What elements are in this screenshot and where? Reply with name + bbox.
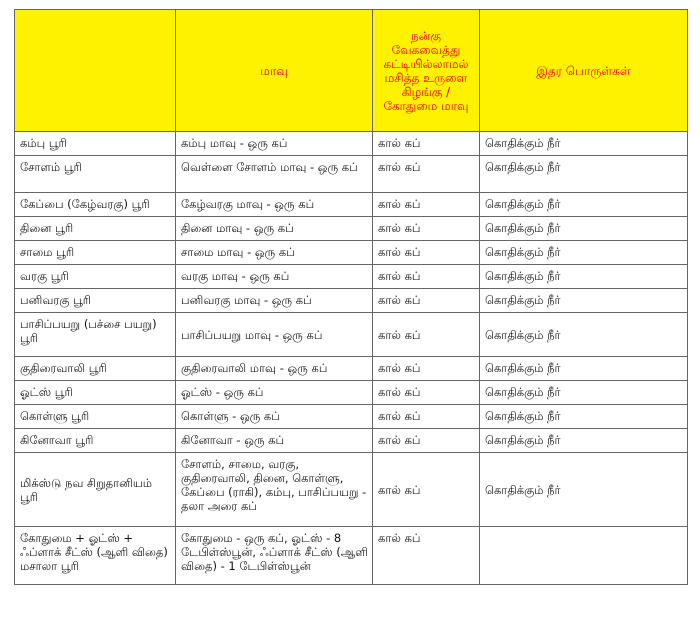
row-other: கொதிக்கும் நீர்	[480, 193, 688, 217]
row-other: கொதிக்கும் நீர்	[480, 289, 688, 313]
header-other-ingredients: இதர பொருள்கள்	[480, 10, 688, 132]
table-row	[15, 313, 688, 357]
row-name: வரகு பூரி	[15, 265, 176, 289]
row-flour: பாசிப்பயறு மாவு - ஒரு கப்	[176, 313, 373, 357]
table-row	[15, 193, 688, 217]
row-qty: கால் கப்	[373, 156, 480, 193]
row-flour: வரகு மாவு - ஒரு கப்	[176, 265, 373, 289]
row-other: கொதிக்கும் நீர்	[480, 241, 688, 265]
row-qty: கால் கப்	[373, 357, 480, 381]
row-name: பனிவரகு பூரி	[15, 289, 176, 313]
table-row	[15, 381, 688, 405]
row-flour: தினை மாவு - ஒரு கப்	[176, 217, 373, 241]
header-potato-wheat: நன்கு வேகவைத்து கட்டியில்லாமல் மசித்த உருளை கிழங்கு / கோதுமை மாவு	[373, 10, 480, 132]
row-qty: கால் கப்	[373, 241, 480, 265]
row-qty: கால் கப்	[373, 405, 480, 429]
header-flour: மாவு	[176, 10, 373, 132]
row-other: கொதிக்கும் நீர்	[480, 429, 688, 453]
row-name: சோளம் பூரி	[15, 156, 176, 193]
row-qty: கால் கப்	[373, 217, 480, 241]
row-other: கொதிக்கும் நீர்	[480, 217, 688, 241]
row-flour: கோதுமை - ஒரு கப், ஓட்ஸ் - 8 டேபிள்ஸ்பூன், ஃப்ளாக் சீட்ஸ் (ஆளி விதை) - 1 டேபிள்ஸ்பூன்	[176, 527, 373, 585]
row-flour: கேழ்வரகு மாவு - ஒரு கப்	[176, 193, 373, 217]
table-row	[15, 289, 688, 313]
row-other: கொதிக்கும் நீர்	[480, 156, 688, 193]
table-row	[15, 217, 688, 241]
table-row	[15, 265, 688, 289]
row-flour: குதிரைவாலி மாவு - ஒரு கப்	[176, 357, 373, 381]
row-qty: கால் கப்	[373, 453, 480, 527]
row-flour: சாமை மாவு - ஒரு கப்	[176, 241, 373, 265]
header-name	[15, 10, 176, 132]
table-row	[15, 429, 688, 453]
row-flour: ஓட்ஸ் - ஒரு கப்	[176, 381, 373, 405]
row-other: கொதிக்கும் நீர்	[480, 132, 688, 156]
row-qty: கால் கப்	[373, 132, 480, 156]
row-name: மிக்ஸ்டு நவ சிறுதானியம் பூரி	[15, 453, 176, 527]
row-name: கேப்பை (கேழ்வரகு) பூரி	[15, 193, 176, 217]
row-qty: கால் கப்	[373, 429, 480, 453]
row-other	[480, 527, 688, 585]
row-other: கொதிக்கும் நீர்	[480, 357, 688, 381]
row-qty: கால் கப்	[373, 527, 480, 585]
row-flour: பனிவரகு மாவு - ஒரு கப்	[176, 289, 373, 313]
row-other: கொதிக்கும் நீர்	[480, 265, 688, 289]
row-other: கொதிக்கும் நீர்	[480, 453, 688, 527]
table-row	[15, 357, 688, 381]
row-other: கொதிக்கும் நீர்	[480, 313, 688, 357]
row-flour: வெள்ளை சோளம் மாவு - ஒரு கப்	[176, 156, 373, 193]
row-other: கொதிக்கும் நீர்	[480, 405, 688, 429]
row-name: ஓட்ஸ் பூரி	[15, 381, 176, 405]
row-name: கோதுமை + ஓட்ஸ் + ஃப்ளாக் சீட்ஸ் (ஆளி விதை) மசாலா பூரி	[15, 527, 176, 585]
table-row	[15, 156, 688, 193]
table-row	[15, 241, 688, 265]
table-row	[15, 405, 688, 429]
row-flour: கொள்ளு - ஒரு கப்	[176, 405, 373, 429]
row-flour: சோளம், சாமை, வரகு, குதிரைவாலி, தினை, கொள்ளு, கேப்பை (ராகி), கம்பு, பாசிப்பயறு - தலா அரை கப்	[176, 453, 373, 527]
row-flour: கினோவா - ஒரு கப்	[176, 429, 373, 453]
row-qty: கால் கப்	[373, 313, 480, 357]
table-row	[15, 453, 688, 527]
table-row	[15, 527, 688, 585]
row-name: குதிரைவாலி பூரி	[15, 357, 176, 381]
table-header	[15, 10, 688, 132]
row-name: சாமை பூரி	[15, 241, 176, 265]
row-qty: கால் கப்	[373, 289, 480, 313]
row-other: கொதிக்கும் நீர்	[480, 381, 688, 405]
row-name: கினோவா பூரி	[15, 429, 176, 453]
row-name: கொள்ளு பூரி	[15, 405, 176, 429]
table-body	[15, 132, 688, 585]
row-name: தினை பூரி	[15, 217, 176, 241]
table-row	[15, 132, 688, 156]
row-qty: கால் கப்	[373, 193, 480, 217]
recipe-table	[14, 9, 688, 585]
row-qty: கால் கப்	[373, 381, 480, 405]
row-flour: கம்பு மாவு - ஒரு கப்	[176, 132, 373, 156]
header-row	[15, 10, 688, 132]
row-name: பாசிப்பயறு (பச்சை பயறு) பூரி	[15, 313, 176, 357]
row-qty: கால் கப்	[373, 265, 480, 289]
row-name: கம்பு பூரி	[15, 132, 176, 156]
